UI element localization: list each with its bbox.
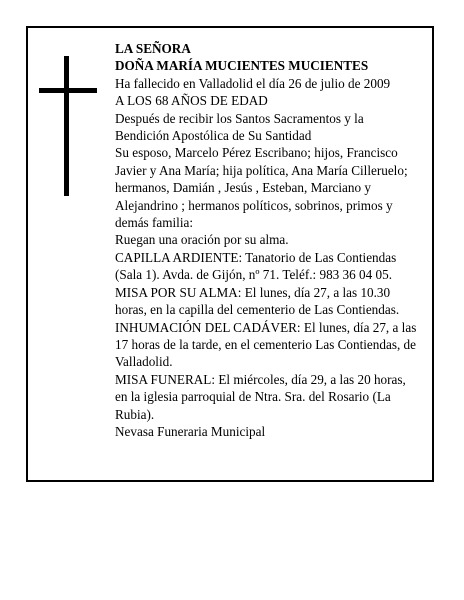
funeral-home: Nevasa Funeraria Municipal [115, 423, 266, 439]
capilla-ardiente: CAPILLA ARDIENTE: Tanatorio de Las Contiendas (Sala 1). Avda. de Gijón, nº 71. Teléf.: 983 36 04 05. [115, 249, 397, 283]
heading-title: LA SEÑORA [115, 41, 191, 56]
obituary-text [115, 40, 420, 440]
cross-vertical-bar [64, 56, 69, 196]
death-notice: Ha fallecido en Valladolid el día 26 de julio de 2009 [115, 75, 391, 91]
misa-por-su-alma: MISA POR SU ALMA: El lunes, día 27, a las 10.30 horas, en la capilla del cementerio de Las Contiendas. [115, 284, 400, 318]
inhumacion: INHUMACIÓN DEL CADÁVER: El lunes, día 27, a las 17 horas de la tarde, en el cementerio Las Contiendas, de Valladolid. [115, 319, 417, 370]
family-list: Su esposo, Marcelo Pérez Escribano; hijos, Francisco Javier y Ana María; hija política, Ana María Cilleruelo; hermanos, Damián , Jesús , Esteban, Marciano y Alejandrino ; hermanos políticos, sobrinos, primos y demás familia: [115, 145, 408, 231]
sacraments-line: Después de recibir los Santos Sacramentos y la Bendición Apostólica de Su Santidad [115, 110, 364, 144]
cross-horizontal-bar [39, 88, 97, 93]
age-line: A LOS 68 AÑOS DE EDAD [115, 93, 268, 109]
deceased-name: DOÑA MARÍA MUCIENTES MUCIENTES [115, 58, 369, 74]
misa-funeral: MISA FUNERAL: El miércoles, día 29, a las 20 horas, en la iglesia parroquial de Ntra. Sra. del Rosario (La Rubia). [115, 371, 406, 422]
prayer-line: Ruegan una oración por su alma. [115, 232, 289, 248]
